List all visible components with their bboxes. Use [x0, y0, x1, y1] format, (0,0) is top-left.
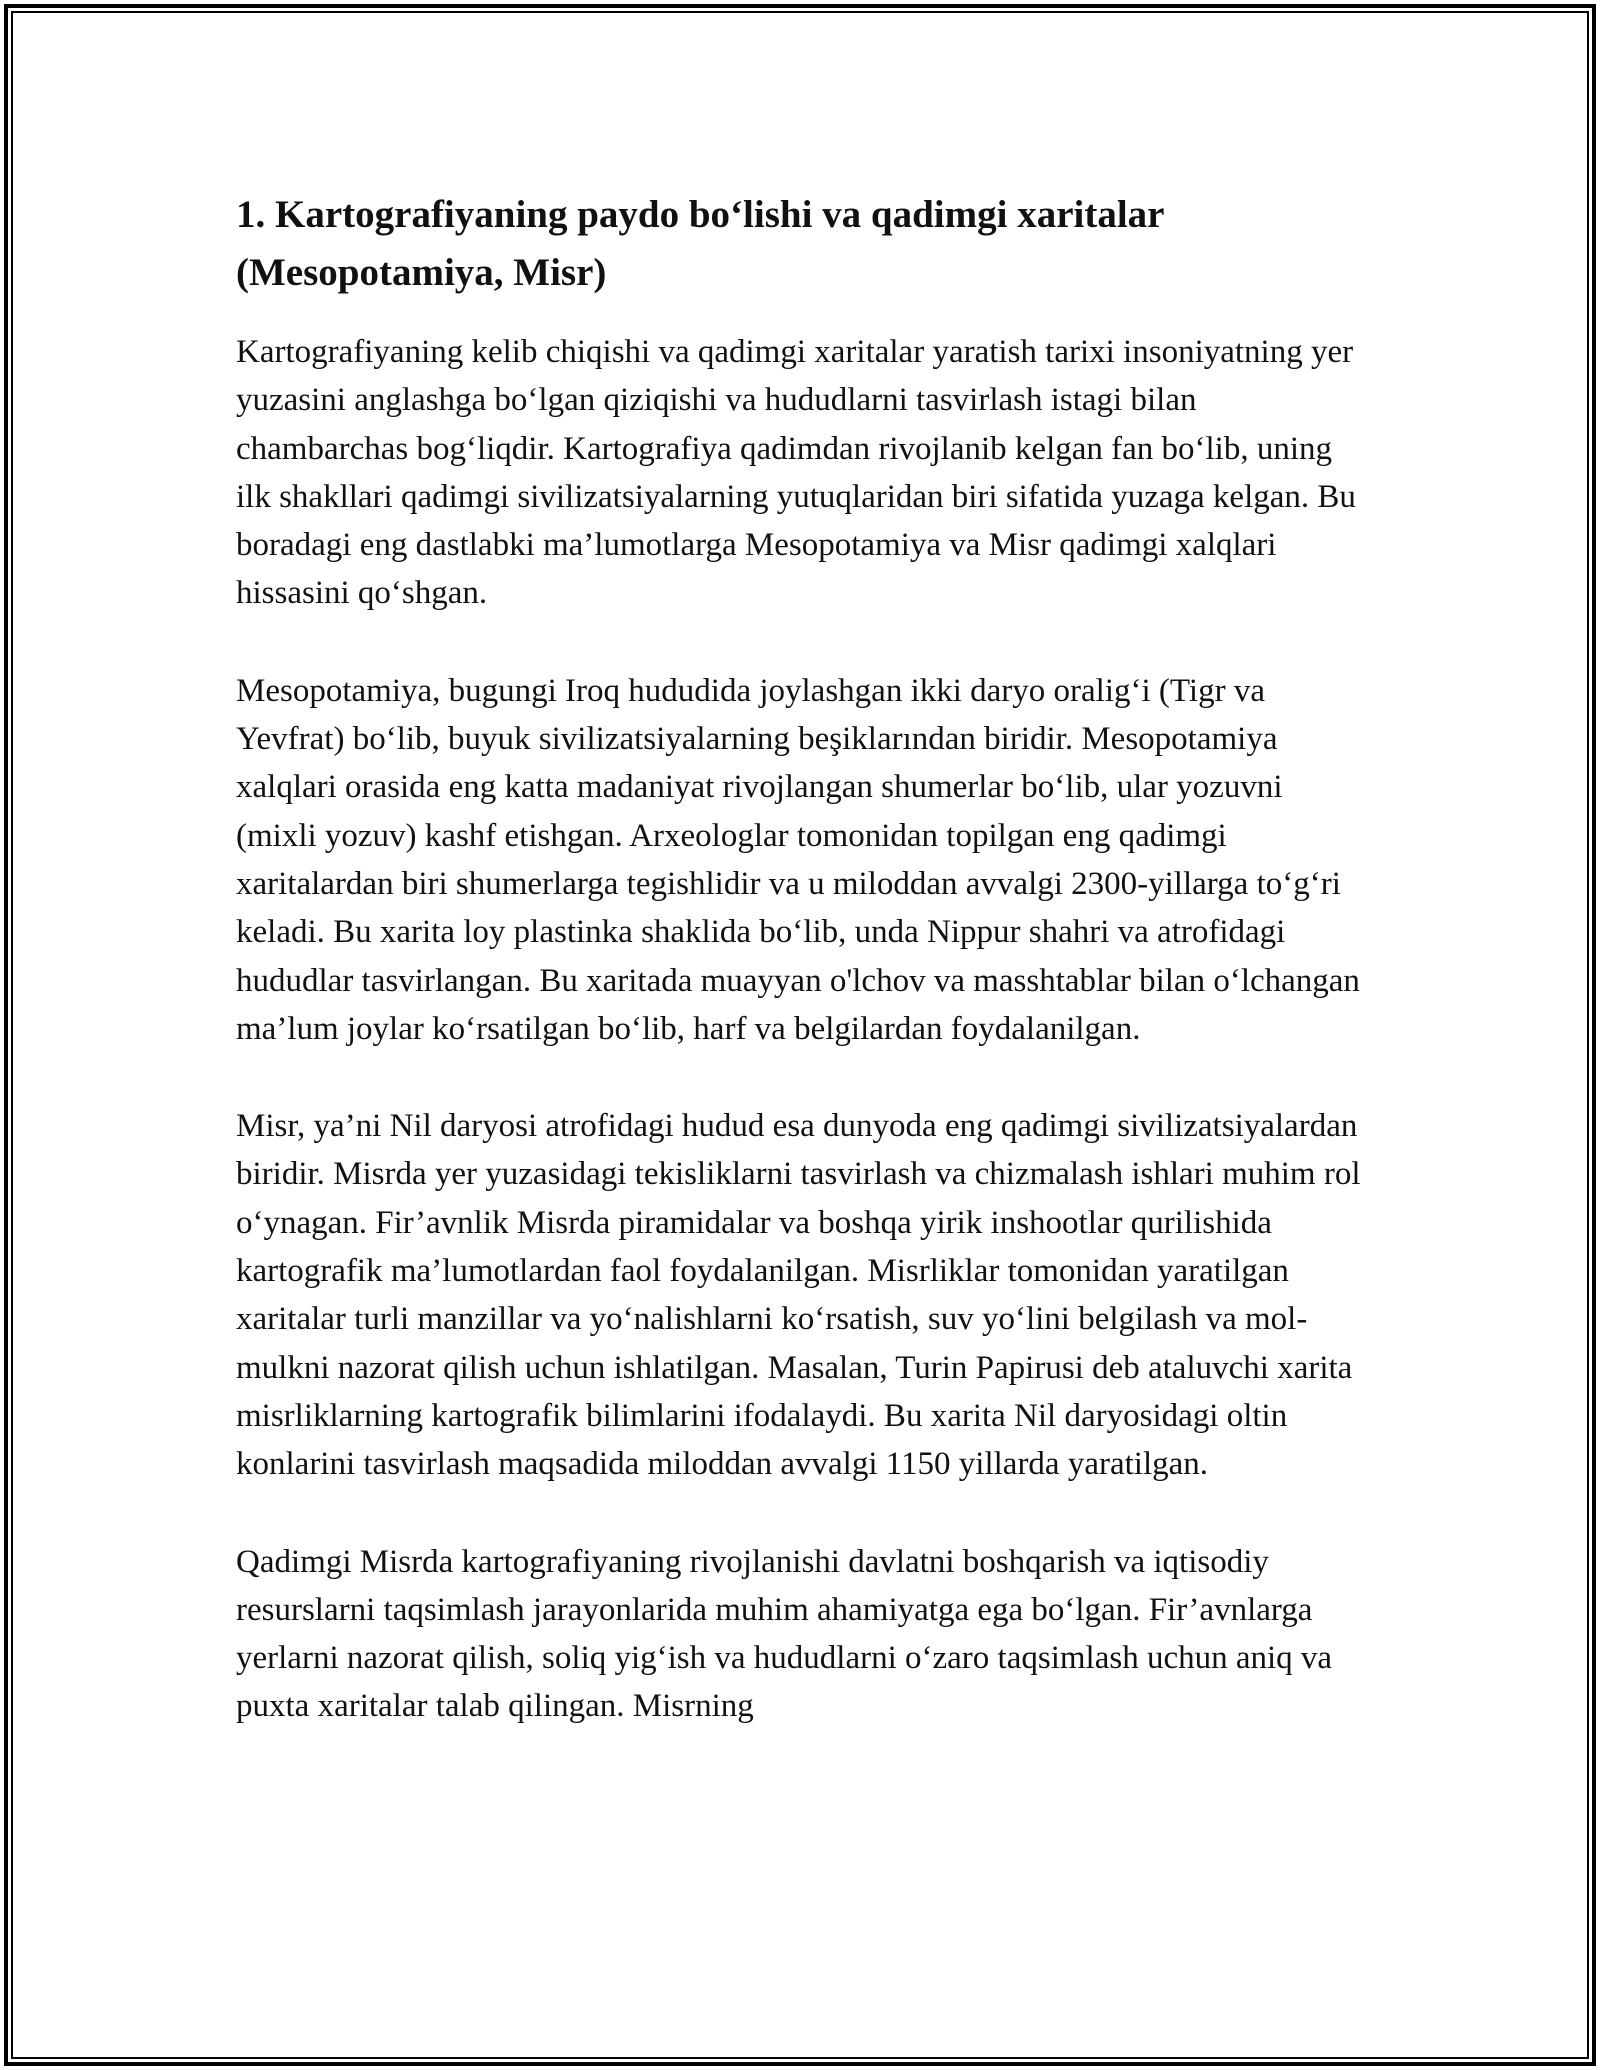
- document-body: [236, 186, 1366, 1731]
- paragraph-egypt-administration: Qadimgi Misrda kartografiyaning rivojlanishi davlatni boshqarish va iqtisodiy resurslarni taqsimlash jarayonlarida muhim ahamiyatga ega bo‘lgan. Fir’avnlarga yerlarni nazorat qilish, soliq yig‘ish va hududlarni o‘zaro taqsimlash uchun aniq va puxta xaritalar talab qilingan. Misrning: [236, 1543, 1333, 1725]
- paragraph-mesopotamia: Mesopotamiya, bugungi Iroq hududida joylashgan ikki daryo oralig‘i (Tigr va Yevfrat) bo‘lib, buyuk sivilizatsiyalarning beşiklarından biridir. Mesopotamiya xalqlari orasida eng katta madaniyat rivojlangan shumerlar bo‘lib, ular yozuvni (mixli yozuv) kashf etishgan. Arxeologlar tomonidan topilgan eng qadimgi xaritalardan biri shumerlarga tegishlidir va u miloddan avvalgi 2300-yillarga to‘g‘ri keladi. Bu xarita loy plastinka shaklida bo‘lib, unda Nippur shahri va atrofidagi hududlar tasvirlangan. Bu xaritada muayyan o'lchov va masshtablar bilan o‘lchangan ma’lum joylar ko‘rsatilgan bo‘lib, harf va belgilardan foydalanilgan.: [236, 672, 1360, 1047]
- paragraph-introduction: Kartografiyaning kelib chiqishi va qadimgi xaritalar yaratish tarixi insoniyatning yer yuzasini anglashga bo‘lgan qiziqishi va hududlarni tasvirlash istagi bilan chambarchas bog‘liqdir. Kartografiya qadimdan rivojlanib kelgan fan bo‘lib, uning ilk shakllari qadimgi sivilizatsiyalarning yutuqlaridan biri sifatida yuzaga kelgan. Bu boradagi eng dastlabki ma’lumotlarga Mesopotamiya va Misr qadimgi xalqlari hissasini qo‘shgan.: [236, 334, 1356, 612]
- section-heading: 1. Kartografiyaning paydo bo‘lishi va qadimgi xaritalar (Mesopotamiya, Misr): [236, 193, 1164, 294]
- paragraph-egypt: Misr, ya’ni Nil daryosi atrofidagi hudud esa dunyoda eng qadimgi sivilizatsiyalardan biridir. Misrda yer yuzasidagi tekisliklarni tasvirlash va chizmalash ishlari muhim rol o‘ynagan. Fir’avnlik Misrda piramidalar va boshqa yirik inshootlar qurilishida kartografik ma’lumotlardan faol foydalanilgan. Misrliklar tomonidan yaratilgan xaritalar turli manzillar va yo‘nalishlarni ko‘rsatish, suv yo‘lini belgilash va mol-mulkni nazorat qilish uchun ishlatilgan. Masalan, Turin Papirusi deb ataluvchi xarita misrliklarning kartografik bilimlarini ifodalaydi. Bu xarita Nil daryosidagi oltin konlarini tasvirlash maqsadida miloddan avvalgi 1150 yillarda yaratilgan.: [236, 1108, 1361, 1483]
